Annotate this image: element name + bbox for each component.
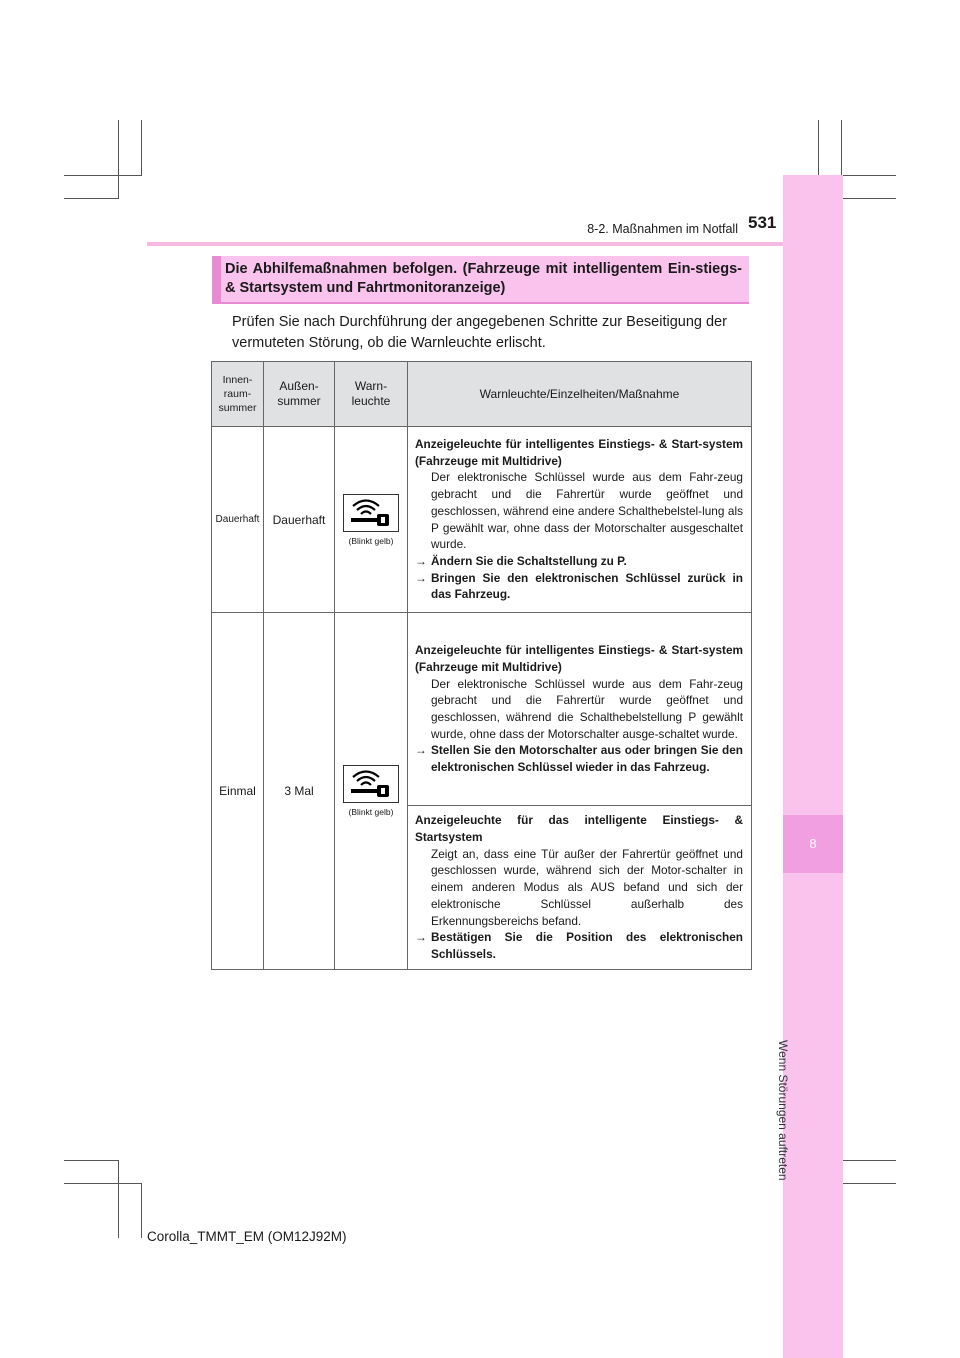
arrow-icon: → <box>415 570 427 585</box>
header-innen: Innen-raum-summer <box>212 362 264 427</box>
cell-details <box>408 427 752 613</box>
cell-aussen: 3 Mal <box>264 613 335 970</box>
header-details: Warnleuchte/Einzelheiten/Maßnahme <box>408 362 752 427</box>
section-title: 8-2. Maßnahmen im Notfall <box>587 222 738 236</box>
action-item: → Bringen Sie den elektronischen Schlüssel zurück in das Fahrzeug. <box>415 570 743 602</box>
arrow-icon: → <box>415 743 427 758</box>
cell-lamp <box>335 613 408 970</box>
footer-doc-id: Corolla_TMMT_EM (OM12J92M) <box>147 1229 347 1244</box>
chapter-tab-label: Wenn Störungen auftreten <box>776 1040 790 1181</box>
section-heading <box>212 256 749 304</box>
cell-innen: Einmal <box>212 613 264 970</box>
crop-mark <box>841 1160 896 1161</box>
crop-mark <box>841 198 896 199</box>
cell-innen: Dauerhaft <box>212 427 264 613</box>
crop-mark <box>141 1183 142 1238</box>
table-row <box>212 427 752 613</box>
key-warning-icon <box>347 498 395 528</box>
detail-text: Der elektronische Schlüssel wurde aus dem Fahr-zeug gebracht und die Fahrertür wurde geöffnet und geschlossen, während eine andere Schalthebelstel-lung als P gewählt war, ohne dass der Motorschalter ausgeschaltet wurde. <box>431 470 743 552</box>
arrow-icon: → <box>415 553 427 568</box>
action-item: → Bestätigen Sie die Position des elektronischen Schlüssels. <box>415 930 743 961</box>
header-warnleuchte: Warn-leuchte <box>335 362 408 427</box>
crop-mark <box>64 175 142 176</box>
crop-mark <box>141 120 142 175</box>
detail-title: Anzeigeleuchte für das intelligente Einstiegs- & Startsystem <box>415 813 743 845</box>
detail-text: Der elektronische Schlüssel wurde aus dem Fahr-zeug gebracht und die Fahrertür wurde geöffnet und geschlossen, während die Schalthebelstellung P gewählt wurde, ohne dass der Motorschalter ausge-schaltet wurde. <box>431 676 743 741</box>
cell-details <box>408 806 752 970</box>
header-rule <box>147 242 783 246</box>
arrow-icon: → <box>415 930 427 945</box>
action-item: → Stellen Sie den Motorschalter aus oder bringen Sie den elektronischen Schlüssel wieder in das Fahrzeug. <box>415 743 743 775</box>
crop-mark <box>818 120 819 175</box>
detail-title: Anzeigeleuchte für intelligentes Einstiegs- & Start-system (Fahrzeuge mit Multidrive) <box>415 643 743 674</box>
table-header-row <box>212 362 752 427</box>
lamp-caption: (Blinkt gelb) <box>348 807 394 817</box>
key-warning-icon <box>347 769 395 799</box>
crop-mark <box>64 1183 142 1184</box>
page-number: 531 <box>748 213 777 232</box>
crop-mark <box>118 1160 119 1238</box>
crop-mark <box>118 120 119 198</box>
crop-mark <box>64 1160 119 1161</box>
heading-accent-bar <box>212 256 221 302</box>
table-row <box>212 613 752 806</box>
cell-lamp <box>335 427 408 613</box>
action-item: → Ändern Sie die Schaltstellung zu P. <box>415 553 627 568</box>
chapter-tab-number: 8 <box>783 815 843 873</box>
warning-table <box>211 361 752 970</box>
crop-mark <box>64 198 119 199</box>
detail-text: Zeigt an, dass eine Tür außer der Fahrertür geöffnet und geschlossen wurde, während sich der Motor-schalter in einem anderen Modus als AUS befand und sich der elektronische Schlüssel außerhalb des Erkennungsbereichs befand. <box>431 846 743 928</box>
header-aussen: Außen-summer <box>264 362 335 427</box>
heading-text: Die Abhilfemaßnahmen befolgen. (Fahrzeuge mit intelligentem Ein-stiegs- & Startsystem und Fahrtmonitoranzeige) <box>225 261 742 296</box>
cell-details <box>408 613 752 806</box>
lamp-caption: (Blinkt gelb) <box>348 535 394 546</box>
cell-aussen: Dauerhaft <box>264 427 335 613</box>
detail-title: Anzeigeleuchte für intelligentes Einstiegs- & Start-system (Fahrzeuge mit Multidrive) <box>415 436 743 468</box>
chapter-tab-strip <box>783 175 843 1358</box>
intro-paragraph: Prüfen Sie nach Durchführung der angegebenen Schritte zur Beseitigung der vermuteten Störung, ob die Warnleuchte erlischt. <box>232 314 727 351</box>
